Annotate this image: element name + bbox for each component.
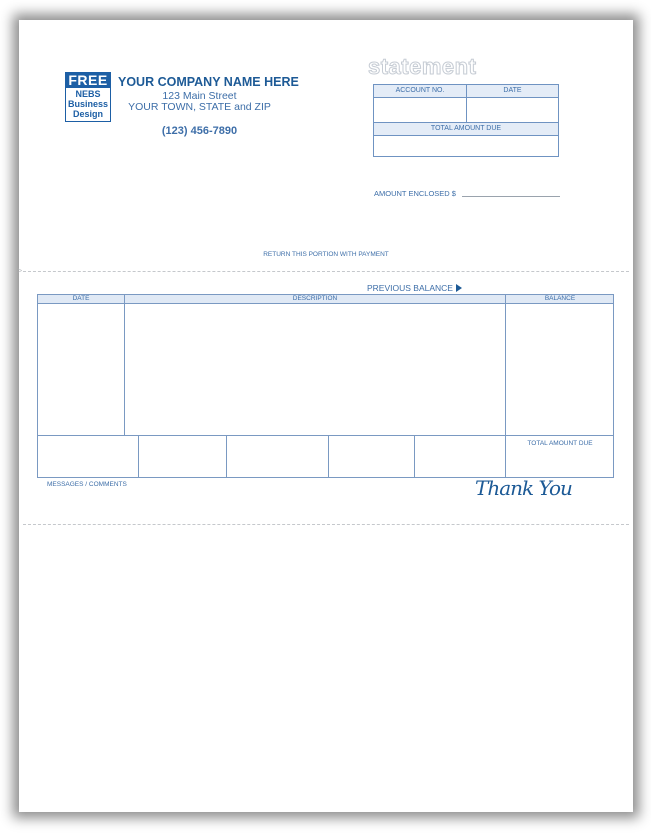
column-header-balance: BALANCE [544, 295, 576, 302]
previous-balance-label: PREVIOUS BALANCE [367, 283, 453, 293]
total-amount-due-field[interactable] [376, 137, 556, 155]
ledger-body-description[interactable] [125, 304, 505, 435]
company-name: YOUR COMPANY NAME HERE [118, 75, 299, 89]
statement-form-page [19, 20, 633, 812]
company-phone: (123) 456-7890 [161, 125, 238, 137]
aging-cell-1[interactable] [38, 436, 138, 477]
ledger-body-date[interactable] [38, 304, 124, 435]
date-field[interactable] [469, 99, 557, 121]
logo-business-text: Business [67, 99, 109, 109]
play-arrow-icon [456, 284, 462, 292]
aging-cell-5[interactable] [415, 436, 505, 477]
total-amount-due-header: TOTAL AMOUNT DUE [374, 123, 558, 136]
logo-nebs-text: NEBS [75, 89, 101, 99]
column-header-description: DESCRIPTION [292, 295, 338, 302]
nebs-logo [65, 72, 111, 122]
company-street: 123 Main Street [162, 90, 237, 102]
account-box-divider [466, 85, 467, 123]
ledger-table [37, 294, 614, 478]
amount-enclosed-label: AMOUNT ENCLOSED $ [374, 189, 456, 198]
perforation-line-top [23, 271, 629, 272]
logo-design-text: Design [72, 109, 103, 119]
account-no-field[interactable] [376, 99, 464, 121]
thank-you-script: Thank You [475, 476, 572, 500]
amount-enclosed-field[interactable] [462, 196, 560, 197]
messages-comments-label: MESSAGES / COMMENTS [47, 481, 127, 488]
perforation-line-bottom [23, 524, 629, 525]
date-header: DATE [467, 85, 558, 98]
ledger-body-balance[interactable] [506, 304, 614, 435]
account-no-header: ACCOUNT NO. [374, 85, 466, 98]
aging-cell-2[interactable] [139, 436, 226, 477]
ledger-total-amount-due-label: TOTAL AMOUNT DUE [527, 440, 593, 447]
previous-balance [367, 283, 462, 293]
statement-title: statement [368, 54, 477, 79]
logo-free-text: FREE [66, 73, 110, 88]
return-portion-instruction: RETURN THIS PORTION WITH PAYMENT [263, 251, 389, 258]
aging-cell-3[interactable] [227, 436, 328, 477]
column-header-date: DATE [72, 295, 90, 302]
aging-cell-4[interactable] [329, 436, 414, 477]
account-info-box [373, 84, 559, 157]
perforation-marker-icon: > [18, 268, 23, 275]
company-city-state-zip: YOUR TOWN, STATE and ZIP [128, 101, 271, 113]
